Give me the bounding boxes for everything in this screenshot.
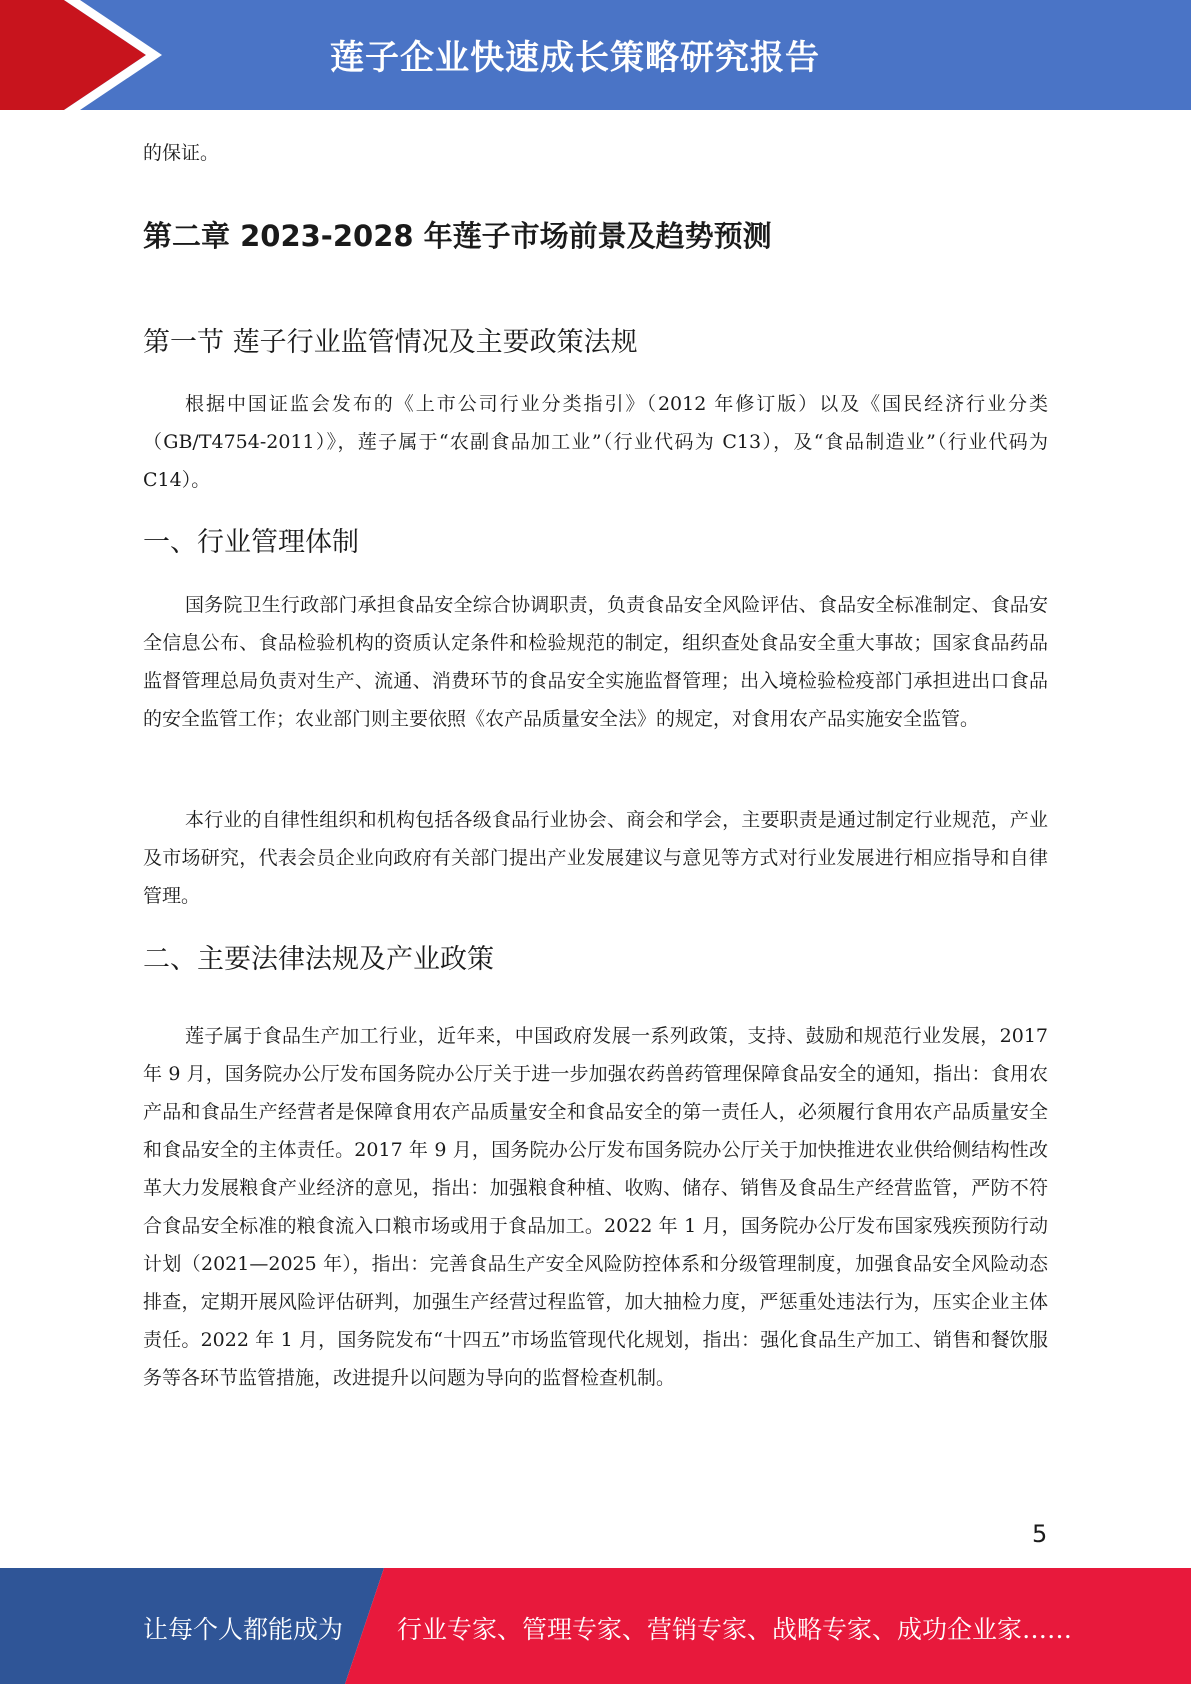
- heading-management-system: 一、行业管理体制: [143, 527, 359, 558]
- page-footer: [0, 1568, 1191, 1684]
- section-title: 第一节 莲子行业监管情况及主要政策法规: [143, 327, 638, 358]
- paragraph-management-1: 国务院卫生行政部门承担食品安全综合协调职责，负责食品安全风险评估、食品安全标准制定、食品安全信息公布、食品检验机构的资质认定条件和检验规范的制定，组织查处食品安全重大事故；国家食品药品监督管理总局负责对生产、流通、消费环节的食品安全实施监督管理；出入境检验检疫部门承担进出口食品的安全监管工作；农业部门则主要依照《农产品质量安全法》的规定，对食用农产品实施安全监管。: [143, 594, 1048, 730]
- paragraph-policy: 莲子属于食品生产加工行业，近年来，中国政府发展一系列政策，支持、鼓励和规范行业发展，2017 年 9 月，国务院办公厅发布国务院办公厅关于进一步加强农药兽药管理保障食品安全的通知，指出：食用农产品和食品生产经营者是保障食用农产品质量安全和食品安全的第一责任人，必须履行食用农产品质量安全和食品安全的主体责任。2017 年 9 月，国务院办公厅发布国务院办公厅关于加快推进农业供给侧结构性改革大力发展粮食产业经济的意见，指出：加强粮食种植、收购、储存、销售及食品生产经营监管，严防不符合食品安全标准的粮食流入口粮市场或用于食品加工。2022 年 1 月，国务院办公厅发布国家残疾预防行动计划（2021—2025 年），指出：完善食品生产安全风险防控体系和分级管理制度，加强食品安全风险动态排查，定期开展风险评估研判，加强生产经营过程监管，加大抽检力度，严惩重处违法行为，压实企业主体责任。2022 年 1 月，国务院发布“十四五”市场监管现代化规划，指出：强化食品生产加工、销售和餐饮服务等各环节监管措施，改进提升以问题为导向的监督检查机制。: [143, 1025, 1048, 1389]
- continued-text: 的保证。: [143, 142, 220, 164]
- paragraph-classification: 根据中国证监会发布的《上市公司行业分类指引》（2012 年修订版）以及《国民经济行业分类（GB/T4754-2011）》，莲子属于“农副食品加工业”（行业代码为 C13），及“食品制造业”（行业代码为 C14）。: [143, 393, 1048, 491]
- page-header: [0, 0, 1191, 110]
- footer-slogan-right: 行业专家、管理专家、营销专家、战略专家、成功企业家……: [397, 1615, 1073, 1644]
- chapter-title: 第二章 2023-2028 年莲子市场前景及趋势预测: [143, 219, 772, 253]
- page-number: 5: [1032, 1520, 1048, 1548]
- footer-slogan-left: 让每个人都能成为: [143, 1615, 344, 1644]
- report-title: 莲子企业快速成长策略研究报告: [330, 38, 820, 78]
- heading-laws-policies: 二、主要法律法规及产业政策: [143, 944, 494, 975]
- paragraph-management-2: 本行业的自律性组织和机构包括各级食品行业协会、商会和学会，主要职责是通过制定行业规范，产业及市场研究，代表会员企业向政府有关部门提出产业发展建议与意见等方式对行业发展进行相应指导和自律管理。: [143, 809, 1048, 907]
